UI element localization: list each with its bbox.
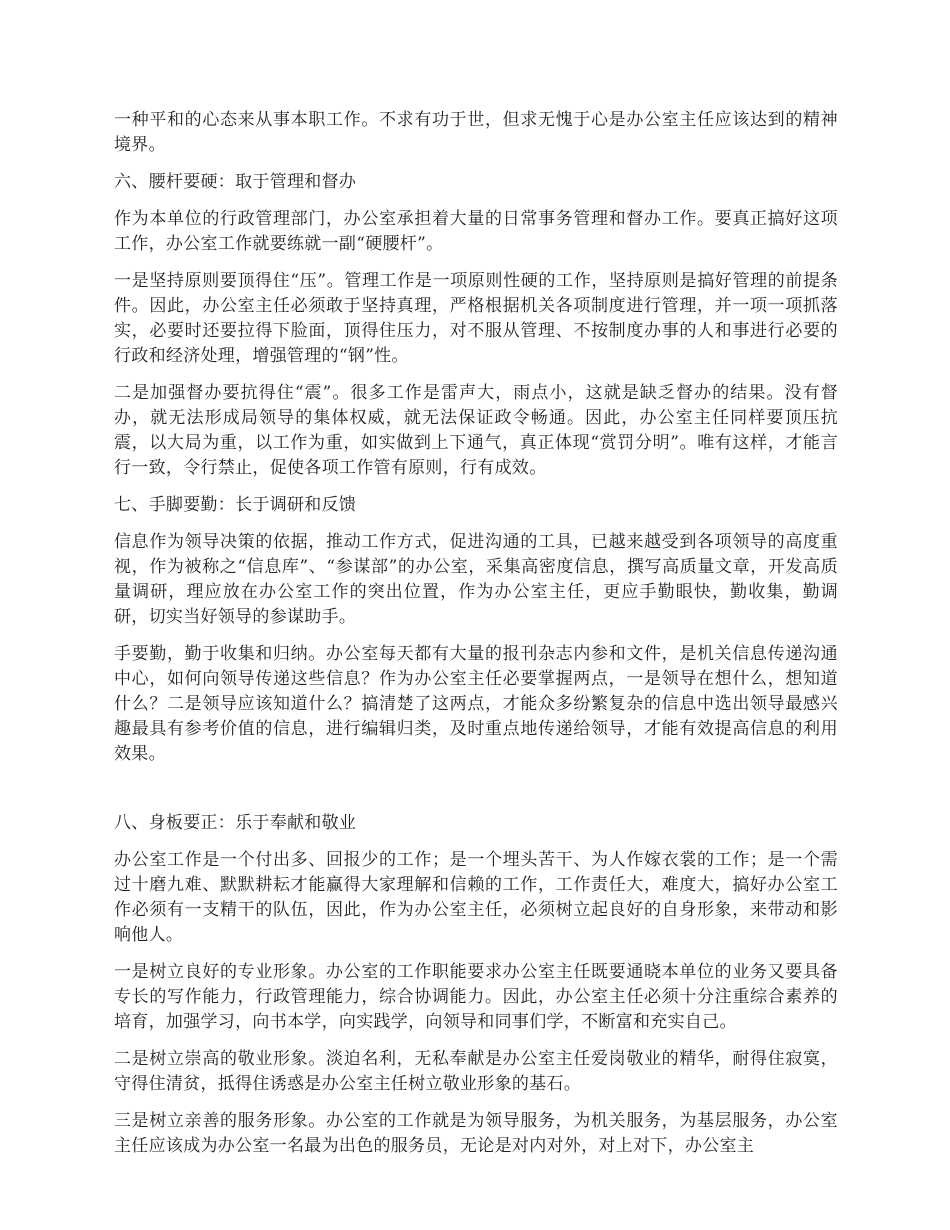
paragraph: 二是加强督办要抗得住“震”。很多工作是雷声大，雨点小，这就是缺乏督办的结果。没有督办，就无法形成局领导的集体权威，就无法保证政令畅通。因此，办公室主任同样要顶压抗震，以大局为重，以工作为重，如实做到上下通气，真正体现“赏罚分明”。唯有这样，才能言行一致，令行禁止，促使各项工作管有原则，行有成效。	[114, 383, 838, 478]
section-heading-eight: 八、身板要正：乐于奉献和敬业	[114, 813, 357, 833]
paragraph: 手要勤，勤于收集和归纳。办公室每天都有大量的报刊杂志内参和文件，是机关信息传递沟通中心，如何向领导传递这些信息？作为办公室主任必要掌握两点，一是领导在想什么，想知道什么？二是领导应该知道什么？搞清楚了这两点，才能众多纷繁复杂的信息中选出领导最感兴趣最具有参考价值的信息，进行编辑归类，及时重点地传递给领导，才能有效提高信息的利用效果。	[114, 644, 838, 764]
paragraph: 二是树立崇高的敬业形象。淡迫名利，无私奉献是办公室主任爱岗敬业的精华，耐得住寂寞，守得住清贫，抵得住诱惑是办公室主任树立敬业形象的基石。	[114, 1049, 838, 1094]
paragraph: 信息作为领导决策的依据，推动工作方式，促进沟通的工具，已越来越受到各项领导的高度重视，作为被称之“信息库”、“参谋部”的办公室，采集高密度信息，撰写高质量文章，开发高质量调研，理应放在办公室工作的突出位置，作为办公室主任，更应手勤眼快，勤收集，勤调研，切实当好领导的参谋助手。	[114, 532, 838, 627]
section-heading-six: 六、腰杆要硬：取于管理和督办	[114, 172, 357, 192]
paragraph-truncated: 三是树立亲善的服务形象。办公室的工作就是为领导服务，为机关服务，为基层服务，办公室主任应该成为办公室一名最为出色的服务员，无论是对内对外，对上对下，办公室主	[114, 1111, 838, 1156]
section-heading-seven: 七、手脚要勤：长于调研和反馈	[114, 495, 357, 515]
paragraph-intro-continuation: 一种平和的心态来从事本职工作。不求有功于世，但求无愧于心是办公室主任应该达到的精神境界。	[114, 110, 838, 155]
paragraph: 办公室工作是一个付出多、回报少的工作；是一个埋头苦干、为人作嫁衣裳的工作；是一个需过十磨九难、默默耕耘才能赢得大家理解和信赖的工作，工作责任大，难度大，搞好办公室工作必须有一支精干的队伍，因此，作为办公室主任，必须树立起良好的自身形象，来带动和影响他人。	[114, 850, 838, 945]
document-body	[114, 108, 838, 1171]
paragraph: 作为本单位的行政管理部门，办公室承担着大量的日常事务管理和督办工作。要真正搞好这项工作，办公室工作就要练就一副“硬腰杆”。	[114, 209, 838, 254]
paragraph: 一是坚持原则要顶得住“压”。管理工作是一项原则性硬的工作，坚持原则是搞好管理的前提条件。因此，办公室主任必须敢于坚持真理，严格根据机关各项制度进行管理，并一项一项抓落实，必要时还要拉得下脸面，顶得住压力，对不服从管理、不按制度办事的人和事进行必要的行政和经济处理，增强管理的“钢”性。	[114, 271, 838, 366]
paragraph: 一是树立良好的专业形象。办公室的工作职能要求办公室主任既要通晓本单位的业务又要具备专长的写作能力，行政管理能力，综合协调能力。因此，办公室主任必须十分注重综合素养的培育，加强学习，向书本学，向实践学，向领导和同事们学，不断富和充实自己。	[114, 962, 838, 1032]
